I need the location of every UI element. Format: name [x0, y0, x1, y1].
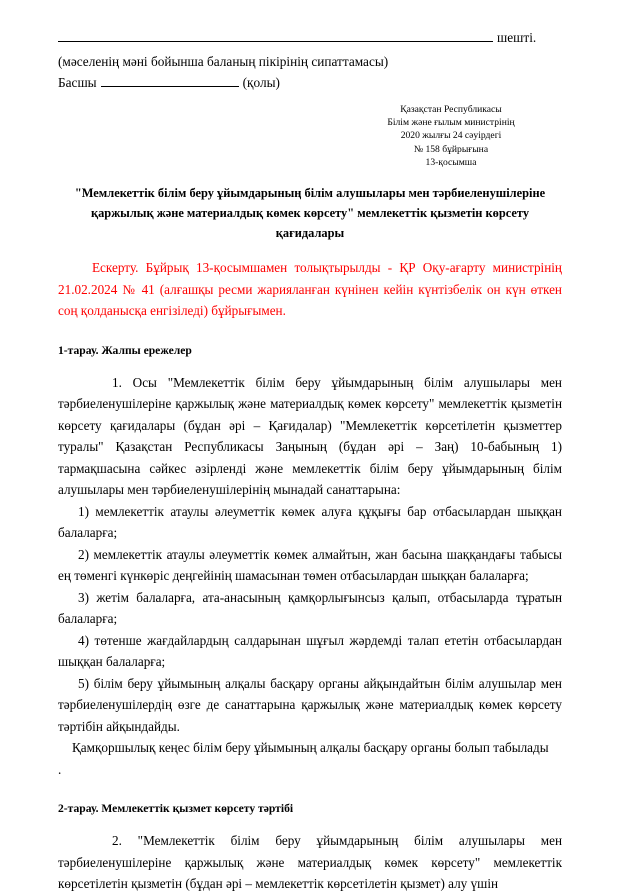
signature-hint: (қолы): [242, 75, 280, 90]
decision-signature-row: [58, 28, 562, 52]
chapter-1-list-item-3: 3) жетім балаларға, ата-анасының қамқорлығынсыз қалып, отбасыларда тұратын балаларға;: [58, 589, 562, 627]
amendment-note: Ескерту. Бұйрық 13-қосымшамен толықтырылды - ҚР Оқу-ағарту министрінің 21.02.2024 № 41 (алғашқы ресми жарияланған күнінен кейін күнтізбелік он күн өткен соң қолданысқа енгізіледі) бұйрығымен.: [58, 260, 562, 319]
chapter-1-closing-period: .: [58, 761, 62, 777]
document-content: [58, 0, 562, 895]
chapter-1-closing-paragraph: Қамқоршылық кеңес білім беру ұйымының алқалы басқару органы болып табылады: [72, 740, 549, 756]
decision-fill-rule: [58, 28, 493, 42]
chapter-2-paragraph-2: 2. "Мемлекеттік білім беру ұйымдарының білім алушылары мен тәрбиеленушілеріне қаржылық және материалдық көмек көрсету" мемлекеттік көрсетілетін қызметін (бұдан әрі – мемлекеттік көрсетілетін қызмет) алу үшін: [58, 833, 562, 892]
head-signature-rule: [101, 74, 239, 87]
chapter-2-heading: 2-тарау. Мемлекеттік қызмет көрсету тәртібі: [58, 802, 294, 816]
chapter-1-paragraph-1: 1. Осы "Мемлекеттік білім беру ұйымдарының білім алушылары мен тәрбиеленушілеріне қаржылық және материалдық көмек көрсету" мемлекеттік қызметін көрсету қағидалары (бұдан әрі – Қағидалар) "Мемлекеттік көрсетілетін қызметтер туралы" Қазақстан Республикасы Заңының (бұдан әрі – Заң) 10-бабының 1) тармақшасына сәйкес әзірленді және мемлекеттік білім беру ұйымдарының білім алушылары мен тәрбиеленушілерінің мынадай санаттарына:: [58, 374, 562, 498]
ministry-line-4: № 158 бұйрығына: [413, 143, 489, 155]
document-title: "Мемлекеттік білім беру ұйымдарының білім алушылары мен тәрбиеленушілеріне қаржылық және материалдық көмек көрсету" мемлекеттік қызметін көрсету қағидалары: [74, 186, 546, 241]
ministry-line-1: Қазақстан Республикасы: [400, 104, 502, 115]
chapter-1-list-item-1: 1) мемлекеттік атаулы әлеуметтік көмек алуға құқығы бар отбасылардан шыққан балаларға;: [58, 503, 562, 541]
ministry-line-2: Білім және ғылым министрінің: [387, 117, 515, 129]
chapter-1-heading: 1-тарау. Жалпы ережелер: [58, 343, 192, 357]
decision-tail-text: шешті.: [497, 30, 537, 45]
ministry-line-5: 13-қосымша: [425, 156, 477, 168]
decision-caption: (мәселенің мәні бойынша баланың пікірінің сипаттамасы): [58, 54, 389, 69]
head-label: Басшы: [58, 75, 97, 90]
head-signature-row: [58, 72, 562, 94]
chapter-1-list-item-4: 4) төтенше жағдайлардың салдарынан шұғыл жәрдемді талап ететін отбасылардан шыққан балаларға;: [58, 632, 562, 670]
chapter-1-list-item-5: 5) білім беру ұйымының алқалы басқару органы айқындайтын білім алушылар мен тәрбиеленушілердің өзге де санаттарына қаржылық және материалдық көмек көрсету тәртібін айқындайды.: [58, 675, 562, 734]
chapter-1-list-item-2: 2) мемлекеттік атаулы әлеуметтік көмек алмайтын, жан басына шаққандағы табысы ең төменгі күнкөріс деңгейінің шамасынан төмен отбасылардан шыққан балаларға;: [58, 546, 562, 584]
ministry-reference-block: [340, 103, 562, 169]
ministry-line-3: 2020 жылғы 24 сәуірдегі: [400, 130, 502, 142]
